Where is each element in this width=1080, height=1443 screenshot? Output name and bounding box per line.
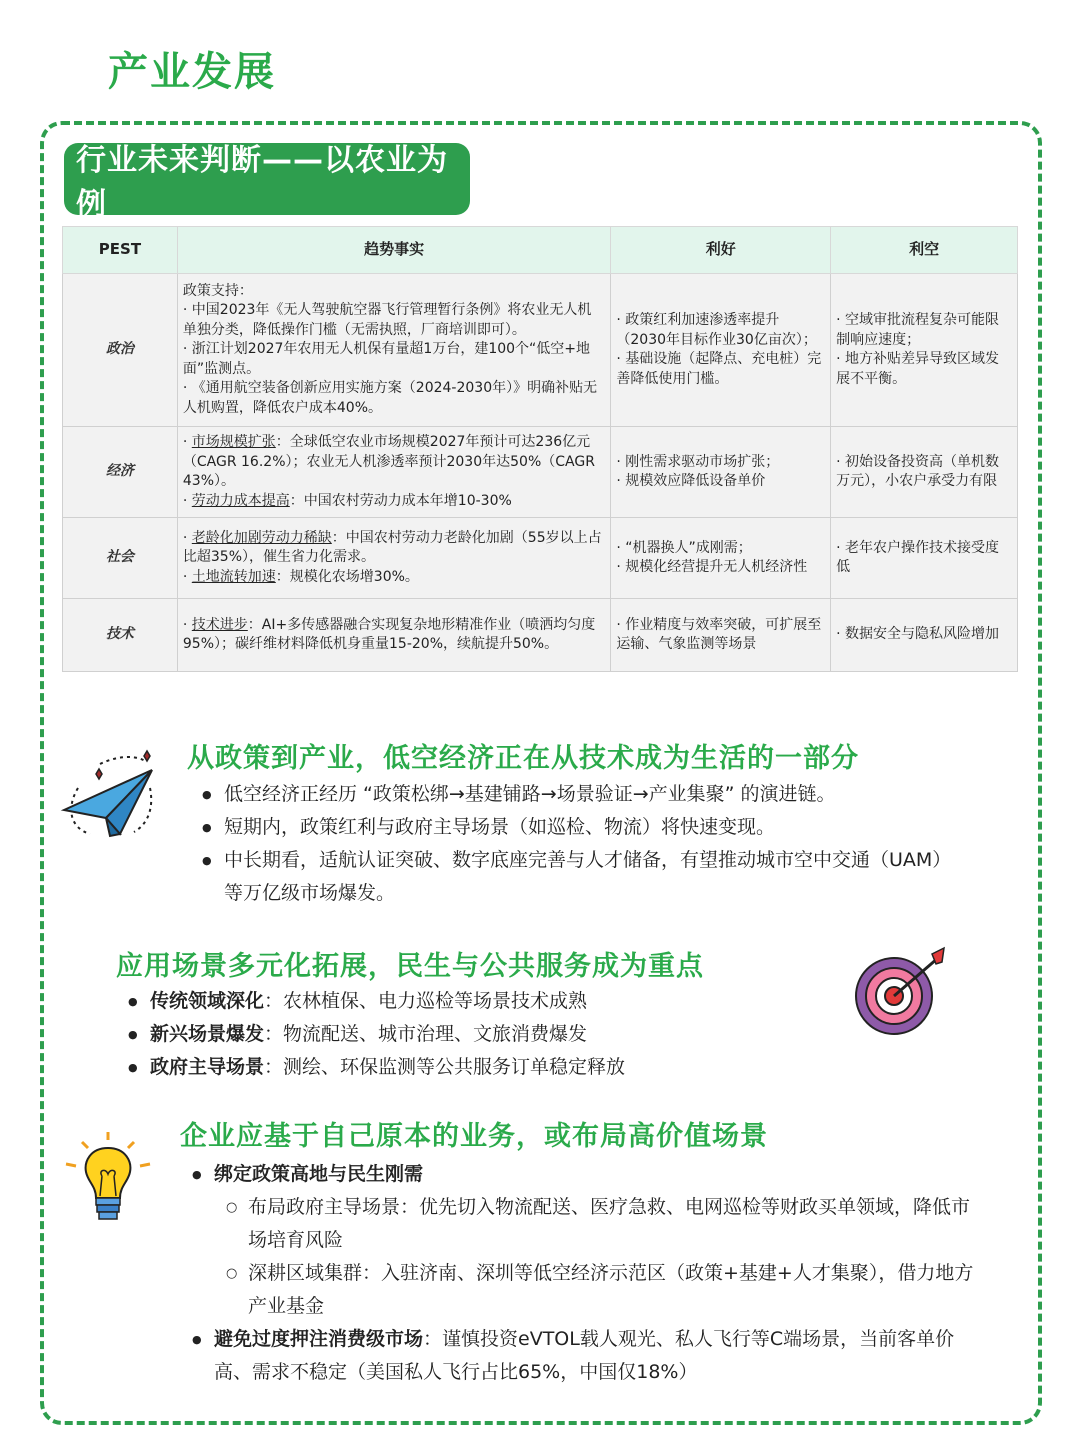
section-2-title: 应用场景多元化拓展，民生与公共服务成为重点 xyxy=(116,951,704,982)
section-1-list xyxy=(202,778,942,910)
section-3-title: 企业应基于自己原本的业务，或布局高价值场景 xyxy=(180,1121,768,1152)
facts-cell xyxy=(177,274,611,427)
table-row xyxy=(63,518,1018,599)
fact-key: 市场规模扩张 xyxy=(191,434,276,450)
fact-text: ：AI+多传感器融合实现复杂地形精准作业（喷洒均匀度95%）；碳纤维材料降低机身重量15-20%，续航提升50%。 xyxy=(182,616,596,652)
pros-cell: · 刚性需求驱动市场扩张； · 规模效应降低设备单价 xyxy=(611,427,831,518)
pros-cell: · 政策红利加速渗透率提升（2030年目标作业30亿亩次）； · 基础设施（起降点、充电桩）完善降低使用门槛。 xyxy=(611,274,831,427)
sub-list-item: ○ 布局政府主导场景：优先切入物流配送、医疗急救、电网巡检等财政买单领域，降低市场培育风险 xyxy=(226,1191,982,1257)
pros-cell: · “机器换人”成刚需； · 规模化经营提升无人机经济性 xyxy=(611,518,831,599)
facts-cell xyxy=(177,599,611,672)
bullet-text: ：农林植保、电力巡检等场景技术成熟 xyxy=(264,990,588,1012)
facts-cell xyxy=(177,427,611,518)
sub-list-item: ○ 深耕区域集群：入驻济南、深圳等低空经济示范区（政策+基建+人才集聚），借力地方产业基金 xyxy=(226,1257,982,1323)
paper-plane-icon xyxy=(60,748,158,840)
fact-key: 技术进步 xyxy=(191,616,248,633)
lightbulb-icon xyxy=(62,1130,154,1230)
dim-cell: 技术 xyxy=(63,599,178,672)
bullet-text: ：测绘、环保监测等公共服务订单稳定释放 xyxy=(264,1056,626,1078)
fact-line: · 《通用航空装备创新应用实施方案（2024-2030年）》明确补贴无人机购置，降低农户成本40%。 xyxy=(182,380,598,416)
list-item xyxy=(192,1158,982,1323)
dim-cell: 经济 xyxy=(63,427,178,518)
table-header-row xyxy=(63,227,1018,274)
list-item xyxy=(128,1018,768,1051)
header-cons: 利空 xyxy=(831,227,1018,274)
fact-text: ：全球低空农业市场规模2027年预计可达236亿元（CAGR 16.2%）；农业无人机渗透率预计2030年达50%（CAGR 43%）。 xyxy=(182,434,595,489)
list-item: ● 中长期看，适航认证突破、数字底座完善与人才储备，有望推动城市空中交通（UAM）等万亿级市场爆发。 xyxy=(202,844,942,910)
cons-cell: · 空域审批流程复杂可能限制响应速度； · 地方补贴差异导致区域发展不平衡。 xyxy=(831,274,1018,427)
fact-text: ：规模化农场增30%。 xyxy=(275,568,419,585)
fact-line: · 土地流转加速：规模化农场增30%。 xyxy=(182,568,419,585)
bullet-text: ：物流配送、城市治理、文旅消费爆发 xyxy=(264,1023,588,1045)
bullet-key: 传统领域深化 xyxy=(150,990,265,1012)
dim-cell: 政治 xyxy=(63,274,178,427)
pest-table xyxy=(62,226,1018,672)
bullet-key: 避免过度押注消费级市场 xyxy=(214,1328,424,1350)
list-item xyxy=(128,985,768,1018)
fact-line: · 劳动力成本提高：中国农村劳动力成本年增10-30% xyxy=(182,492,512,509)
fact-line: 政策支持： xyxy=(182,282,253,299)
bullet-key: 绑定政策高地与民生刚需 xyxy=(214,1163,424,1185)
facts-cell xyxy=(177,518,611,599)
fact-line: · 市场规模扩张：全球低空农业市场规模2027年预计可达236亿元（CAGR 16.2%）；农业无人机渗透率预计2030年达50%（CAGR 43%）。 xyxy=(182,434,595,489)
list-item xyxy=(128,1051,768,1084)
dim-cell: 社会 xyxy=(63,518,178,599)
bullet-key: 新兴场景爆发 xyxy=(150,1023,265,1045)
fact-text: ：中国农村劳动力成本年增10-30% xyxy=(289,492,512,509)
cons-cell: · 老年农户操作技术接受度低 xyxy=(831,518,1018,599)
cons-cell: · 数据安全与隐私风险增加 xyxy=(831,599,1018,672)
fact-line: · 中国2023年《无人驾驶航空器飞行管理暂行条例》将农业无人机单独分类，降低操作门槛（无需执照，厂商培训即可）。 xyxy=(182,302,592,338)
list-item xyxy=(192,1323,982,1389)
fact-key: 老龄化加剧劳动力稀缺 xyxy=(191,529,332,546)
bullet-text: ：谨慎投资eVTOL载人观光、私人飞行等C端场景，当前客单价高、需求不稳定（美国私人飞行占比65%，中国仅18%） xyxy=(214,1328,955,1383)
header-facts: 趋势事实 xyxy=(177,227,611,274)
fact-line: · 老龄化加剧劳动力稀缺：中国农村劳动力老龄化加剧（55岁以上占比超35%），催生省力化需求。 xyxy=(182,529,602,566)
section-2-list xyxy=(128,985,768,1084)
table-row xyxy=(63,427,1018,518)
fact-key: 土地流转加速 xyxy=(191,568,276,585)
pros-cell: · 作业精度与效率突破，可扩展至运输、气象监测等场景 xyxy=(611,599,831,672)
list-item: ● 低空经济正经历 “政策松绑→基建铺路→场景验证→产业集聚” 的演进链。 xyxy=(202,778,942,811)
cons-cell: · 初始设备投资高（单机数万元），小农户承受力有限 xyxy=(831,427,1018,518)
page-title: 产业发展 xyxy=(108,49,276,95)
table-row xyxy=(63,599,1018,672)
bullet-key: 政府主导场景 xyxy=(150,1056,265,1078)
fact-text: ：中国农村劳动力老龄化加剧（55岁以上占比超35%），催生省力化需求。 xyxy=(182,529,602,566)
section-3-list xyxy=(192,1158,982,1389)
table-row xyxy=(63,274,1018,427)
header-pros: 利好 xyxy=(611,227,831,274)
fact-line: · 浙江计划2027年农用无人机保有量超1万台，建100个“低空+地面”监测点。 xyxy=(182,341,591,377)
list-item: ● 短期内，政策红利与政府主导场景（如巡检、物流）将快速变现。 xyxy=(202,811,942,844)
section-tag: 行业未来判断——以农业为例 xyxy=(64,143,470,215)
target-icon xyxy=(852,946,952,1040)
sub-list xyxy=(226,1191,982,1323)
header-pest: PEST xyxy=(63,227,178,274)
section-1-title: 从政策到产业，低空经济正在从技术成为生活的一部分 xyxy=(187,743,859,774)
fact-line: · 技术进步：AI+多传感器融合实现复杂地形精准作业（喷洒均匀度95%）；碳纤维材料降低机身重量15-20%，续航提升50%。 xyxy=(182,616,596,652)
fact-key: 劳动力成本提高 xyxy=(191,492,290,509)
